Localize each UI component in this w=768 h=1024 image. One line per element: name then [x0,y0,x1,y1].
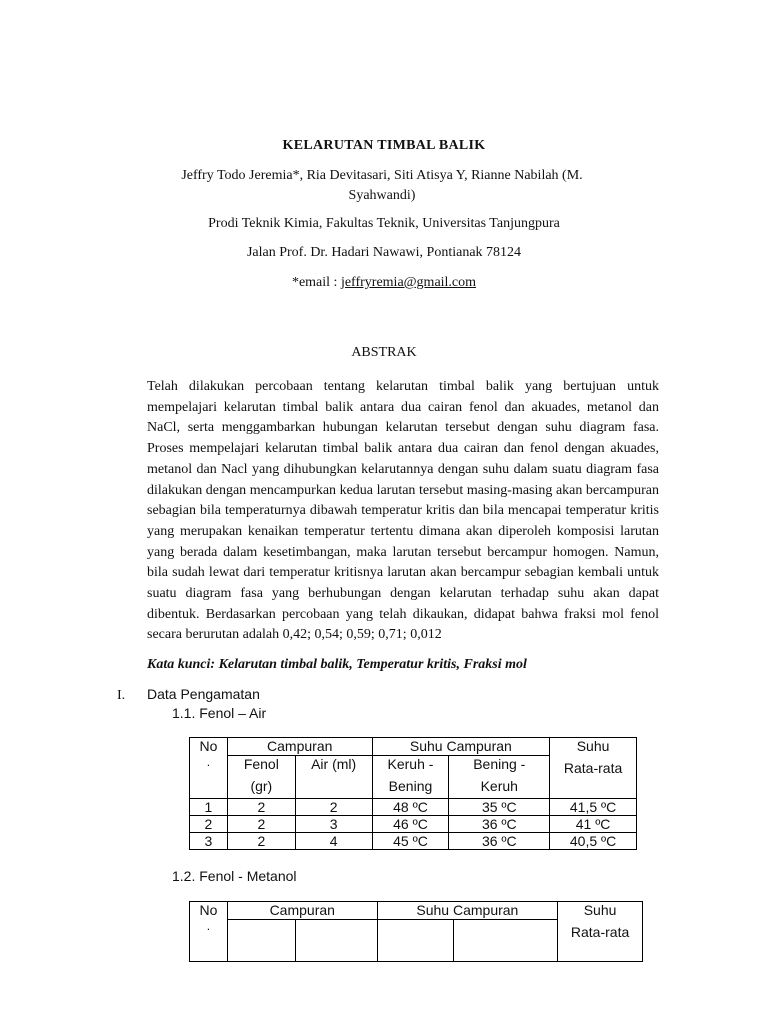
cell: 48 ºC [372,799,449,816]
subsection-fenol-metanol: 1.2. Fenol - Metanol [172,868,297,884]
address: Jalan Prof. Dr. Hadari Nawawi, Pontianak 78124 [246,245,522,260]
cell: 2 [227,833,295,850]
cell: 45 ºC [372,833,449,850]
section-title: Data Pengamatan [147,686,260,702]
cell: 1 [190,799,228,816]
cell: 40,5 ºC [550,833,637,850]
cell: 2 [227,816,295,833]
header-campuran: Campuran [227,738,372,756]
cell: 3 [190,833,228,850]
abstract-heading: ABSTRAK [351,345,417,360]
keywords: Kata kunci: Kelarutan timbal balik, Temperatur kritis, Fraksi mol [147,657,527,672]
abstract-body: Telah dilakukan percobaan tentang kelarutan timbal balik yang bertujuan untuk mempelajari kelarutan timbal balik antara dua cairan fenol dan akuades, metanol dan NaCl, serta menggambarkan hubungan kelarutan tersebut dengan suhu diagram fasa. Proses mempelajari kelarutan timbal balik antara dua cairan dan fenol dengan akuades, metanol dan Nacl yang dihubungkan kelarutannya dengan suhu dalam suatu diagram fasa dilakukan dengan mencampurkan kedua larutan tersebut masing-masing akan bercampuran sebagian bila temperaturnya dibawah temperatur kritis dan bila mencapai temperatur kritis yang merupakan kenaikan temperatur tertentu dimana akan diperoleh komposisi larutan yang berada dalam kesetimbangan, maka larutan tersebut bercampur homogen. Namun, bila sudah lewat dari temperatur kritisnya larutan akan bercampur sebagian kembali untuk suatu diagram fasa yang berhubungan dengan kelarutan terhadap suhu akan dapat dibentuk. Berdasarkan percobaan yang telah dikaukan, didapat bahwa fraksi mol fenol secara berurutan adalah 0,42; 0,54; 0,59; 0,71; 0,012 [147,379,659,643]
header-fenol: Fenol (gr) [227,756,295,799]
table-fenol-air [189,737,637,850]
email-prefix: *email : [291,275,341,290]
cell: 41,5 ºC [550,799,637,816]
header-empty-cell [227,920,295,962]
header-no: No . [190,902,228,962]
table-row [190,799,637,816]
subsection-fenol-air: 1.1. Fenol – Air [172,705,267,721]
header-suhu-rata: Suhu Rata-rata [550,738,637,799]
cell: 35 ºC [449,799,550,816]
header-keruh-bening: Keruh - Bening [372,756,449,799]
email-link[interactable]: jeffryremia@gmail.com [340,275,477,290]
header-empty-cell [377,920,454,962]
cell: 3 [295,816,372,833]
cell: 36 ºC [449,816,550,833]
table-row [190,833,637,850]
cell: 2 [227,799,295,816]
affiliation: Prodi Teknik Kimia, Fakultas Teknik, Universitas Tanjungpura [208,216,560,231]
table-fenol-metanol [189,901,643,962]
author-list: Jeffry Todo Jeremia*, Ria Devitasari, Siti Atisya Y, Rianne Nabilah (M. Syahwandi) [181,168,583,203]
header-suhu-rata: Suhu Rata-rata [558,902,643,962]
cell: 41 ºC [550,816,637,833]
header-empty-cell [295,920,377,962]
cell: 4 [295,833,372,850]
cell: 2 [190,816,228,833]
cell: 36 ºC [449,833,550,850]
table-row [190,816,637,833]
email-line [0,273,768,293]
header-air: Air (ml) [295,756,372,799]
header-no: No . [190,738,228,799]
cell: 46 ºC [372,816,449,833]
section-number: I. [117,688,126,703]
header-empty-cell [454,920,558,962]
header-suhu-campuran: Suhu Campuran [377,902,558,920]
paper-title: KELARUTAN TIMBAL BALIK [282,138,486,153]
header-suhu-campuran: Suhu Campuran [372,738,550,756]
header-bening-keruh: Bening - Keruh [449,756,550,799]
cell: 2 [295,799,372,816]
section-heading [117,686,260,704]
header-campuran: Campuran [227,902,377,920]
